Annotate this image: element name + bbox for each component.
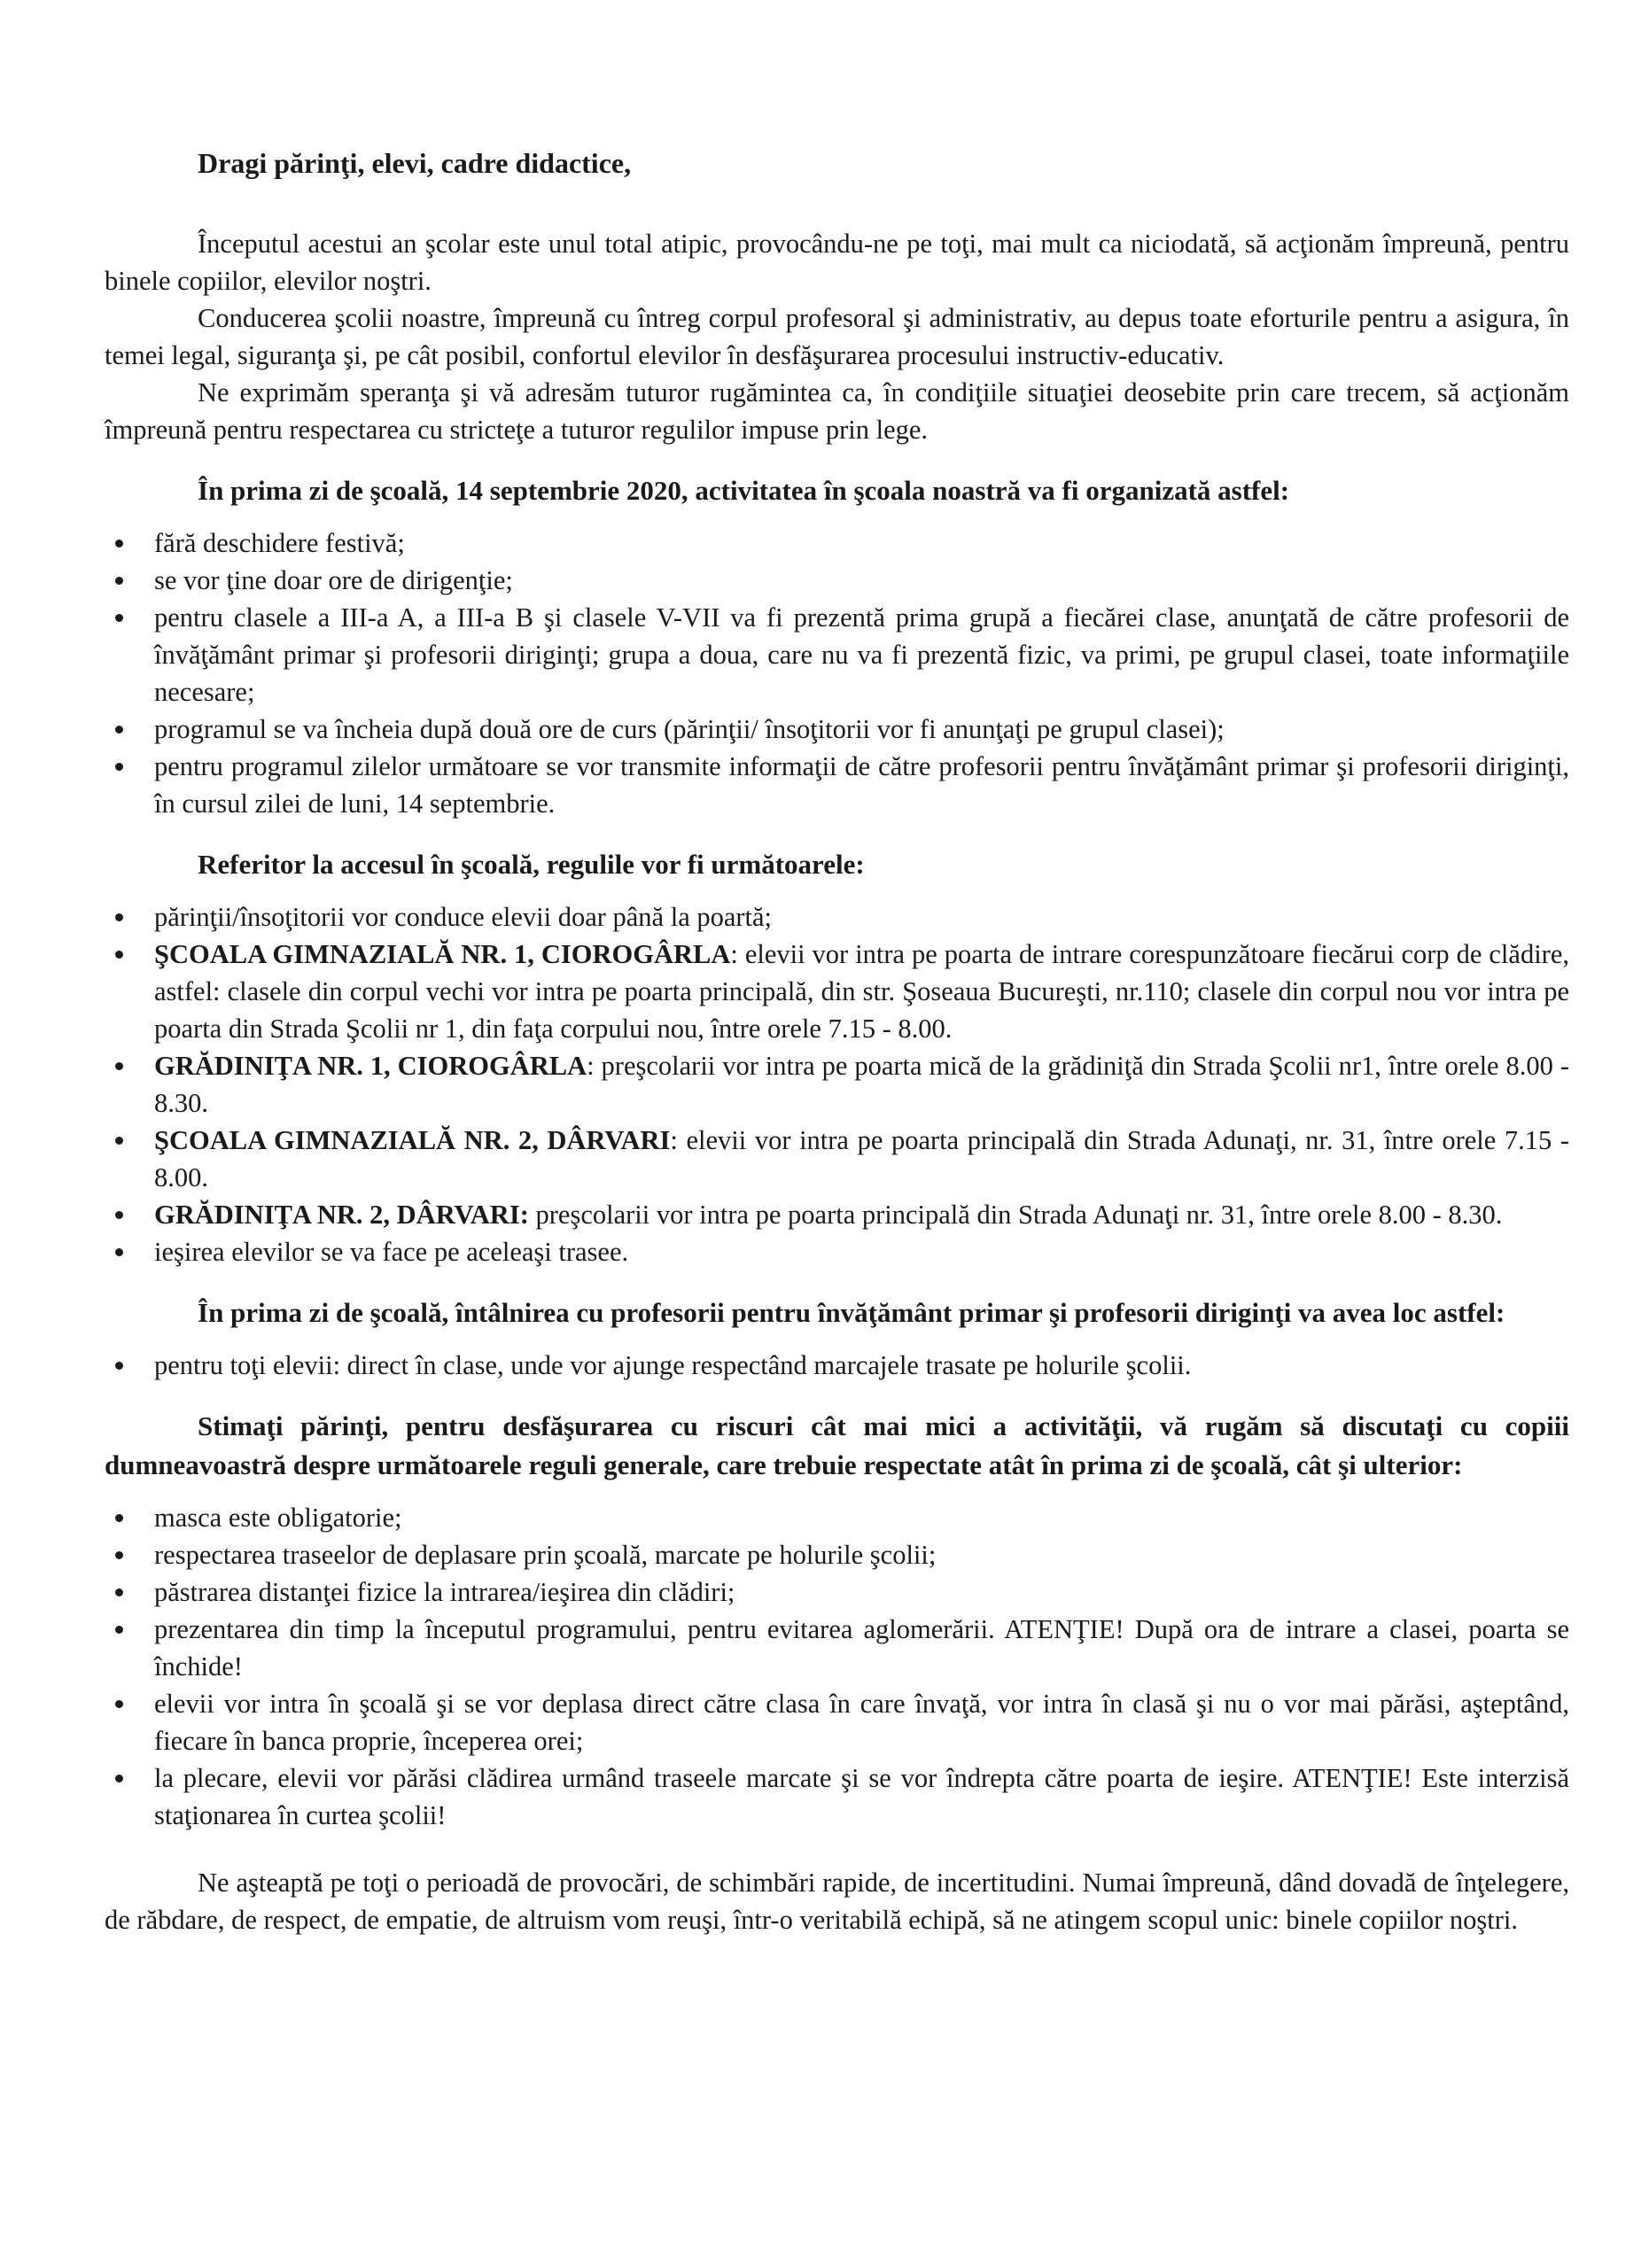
list-item [105,562,1569,599]
list-item-text: programul se va încheia după două ore de curs (părinţii/ însoţitorii vor fi anunţaţi pe grupul clasei); [154,714,1225,744]
intro-paragraph-3: Ne exprimăm speranţa şi vă adresăm tuturor rugămintea ca, în condiţiile situaţiei deosebite prin care trecem, să acţionăm împreună pentru respectarea cu stricteţe a tuturor regulilor impuse prin lege. [105,377,1569,445]
bullet-icon [115,577,123,585]
list-item-text: : elevii vor intra pe poarta de intrare corespunzătoare fiecărui corp de clădire, astfel: clasele din corpul vechi vor intra pe poarta principală, din str. Şoseaua Bucureşti, nr.110; clasele din corpul nou vor intra pe poarta din Strada Şcolii nr 1, din faţa corpului nou, între orele 7.15 - 8.00. [154,939,1569,1044]
list-item [105,898,1569,936]
bullet-icon [115,1700,123,1708]
list-item [105,1536,1569,1573]
intro-paragraph-2: Conducerea şcolii noastre, împreună cu întreg corpul profesoral şi administrativ, au depus toate eforturile pentru a asigura, în temei legal, siguranţa şi, pe cât posibil, confortul elevilor în desfăşurarea procesului instructiv-educativ. [105,303,1569,370]
list-item-text: se vor ţine doar ore de dirigenţie; [154,565,513,595]
list-item-text: păstrarea distanţei fizice la intrarea/ieşirea din clădiri; [154,1577,735,1607]
list-item-lead: ŞCOALA GIMNAZIALĂ NR. 1, CIOROGÂRLA [154,939,731,969]
bullet-icon [115,1362,123,1370]
list-item-lead: GRĂDINIŢA NR. 1, CIOROGÂRLA [154,1051,587,1081]
list-item-text: : elevii vor intra pe poarta principală din Strada Adunaţi, nr. 31, între orele 7.15 - 8.00. [154,1125,1569,1192]
list-item [105,599,1569,711]
list-item-text: pentru programul zilelor următoare se vor transmite informaţii de către profesorii pentru învăţământ primar şi profesorii diriginţi, în cursul zilei de luni, 14 septembrie. [154,751,1569,819]
bullet-icon [115,540,123,548]
list-item-text: elevii vor intra în şcoală şi se vor deplasa direct către clasa în care învaţă, vor intra în clasă şi nu o vor mai părăsi, aşteptând, fiecare în banca proprie, începerea orei; [154,1689,1569,1756]
list-item-text: fără deschidere festivă; [154,528,405,558]
list-item [105,1047,1569,1122]
list-item-text: la plecare, elevii vor părăsi clădirea urmând traseele marcate şi se vor îndrepta către poarta de ieşire. ATENŢIE! Este interzisă staţionarea în curtea şcolii! [154,1763,1569,1830]
bullet-icon [115,1775,123,1783]
bullet-icon [115,763,123,771]
greeting: Dragi părinţi, elevi, cadre didactice, [198,147,632,179]
list-item-text: : preşcolarii vor intra pe poarta mică de la grădiniţă din Strada Şcolii nr1, între orele 8.00 - 8.30. [154,1051,1569,1118]
list-item-lead: GRĂDINIŢA NR. 2, DÂRVARI: [154,1200,529,1230]
list-item [105,1499,1569,1536]
section-heading-first-day: În prima zi de şcoală, 14 septembrie 2020, activitatea în şcoala noastră va fi organizată astfel: [198,475,1290,506]
bullet-icon [115,1062,123,1070]
bullet-icon [115,1514,123,1522]
bullet-icon [115,951,123,959]
bullet-icon [115,1551,123,1559]
list-item [105,1122,1569,1196]
access-rules-list [105,898,1569,1270]
meeting-list [105,1347,1569,1384]
intro-paragraph-1: Începutul acestui an şcolar este unul total atipic, provocându-ne pe toţi, mai mult ca niciodată, să acţionăm împreună, pentru binele copiilor, elevilor noştri. [105,229,1569,296]
list-item-text: pentru clasele a III-a A, a III-a B şi clasele V-VII va fi prezentă prima grupă a fiecărei clase, anunţată de către profesorii de învăţământ primar şi profesorii diriginţi; grupa a doua, care nu va fi prezentă fizic, va primi, pe grupul clasei, toate informaţiile necesare; [154,602,1569,707]
bullet-icon [115,726,123,734]
list-item [105,1573,1569,1611]
bullet-icon [115,1211,123,1219]
list-item [105,1611,1569,1685]
list-item-text: prezentarea din timp la începutul programului, pentru evitarea aglomerării. ATENŢIE! După ora de intrare a clasei, poarta se închide! [154,1614,1569,1682]
section-heading-general-rules: Stimaţi părinţi, pentru desfăşurarea cu riscuri cât mai mici a activităţii, vă rugăm să discutaţi cu copiii dumneavoastră despre următoarele reguli generale, care trebuie respectate atât în prima zi de şcoală, cât şi ulterior: [105,1410,1569,1480]
list-item [105,1233,1569,1270]
section-heading-access: Referitor la accesul în şcoală, regulile vor fi următoarele: [198,849,865,880]
list-item-text: pentru toţi elevii: direct în clase, unde vor ajunge respectând marcajele trasate pe holurile şcolii. [154,1350,1192,1380]
list-item-lead: ŞCOALA GIMNAZIALĂ NR. 2, DÂRVARI [154,1125,671,1155]
list-item [105,748,1569,822]
general-rules-list [105,1499,1569,1834]
bullet-icon [115,1588,123,1596]
section-heading-meeting: În prima zi de şcoală, întâlnirea cu profesorii pentru învăţământ primar şi profesorii diriginţi va avea loc astfel: [198,1297,1505,1328]
bullet-icon [115,913,123,921]
list-item-text: preşcolarii vor intra pe poarta principală din Strada Adunaţi nr. 31, între orele 8.00 - 8.30. [528,1200,1503,1230]
bullet-icon [115,1137,123,1145]
list-item [105,711,1569,748]
list-item [105,1196,1569,1233]
bullet-icon [115,614,123,622]
bullet-icon [115,1626,123,1634]
list-item-text: respectarea traseelor de deplasare prin şcoală, marcate pe holurile şcolii; [154,1540,937,1570]
list-item-text: părinţii/însoţitorii vor conduce elevii doar până la poartă; [154,902,773,932]
list-item-text: ieşirea elevilor se va face pe aceleaşi trasee. [154,1237,629,1267]
bullet-icon [115,1248,123,1256]
list-item [105,524,1569,562]
list-item [105,1759,1569,1834]
list-item-text: masca este obligatorie; [154,1503,402,1533]
first-day-list [105,524,1569,822]
list-item [105,936,1569,1047]
list-item [105,1347,1569,1384]
closing-paragraph: Ne aşteaptă pe toţi o perioadă de provocări, de schimbări rapide, de incertitudini. Numai împreună, dând dovadă de înţelegere, de răbdare, de respect, de empatie, de altruism vom reuşi, într-o veritabilă echipă, să ne atingem scopul unic: binele copiilor noştri. [105,1868,1569,1935]
list-item [105,1685,1569,1759]
